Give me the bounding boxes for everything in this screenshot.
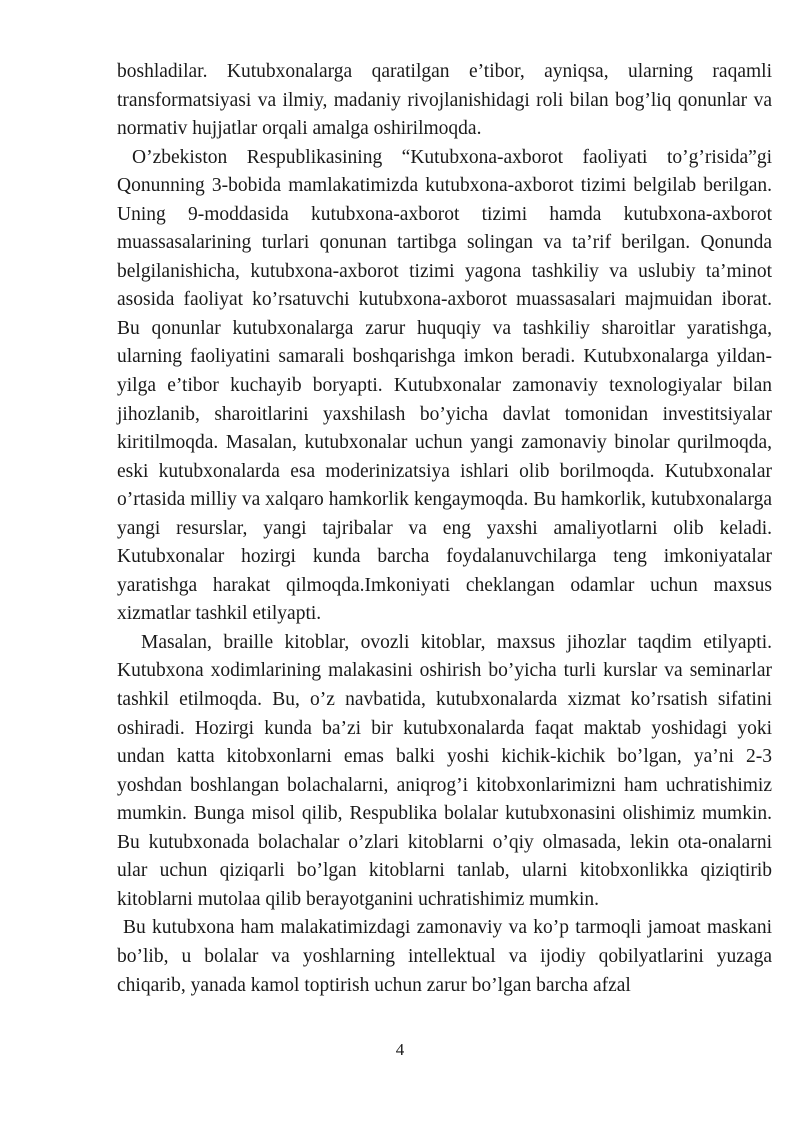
paragraph-continuation: boshladilar. Kutubxonalarga qaratilgan e’tibor, ayniqsa, ularning raqamli transformatsiyasi va ilmiy, madaniy rivojlanishidagi roli bilan bog’liq qonunlar va normativ hujjatlar orqali amalga oshirilmoqda.	[117, 61, 772, 140]
page-number: 4	[395, 1040, 405, 1059]
paragraph-children-library: Bu kutubxona ham malakatimizdagi zamonaviy va ko’p tarmoqli jamoat maskani bo’lib, u bolalar va yoshlarning intellektual va ijodiy qobilyatlarini yuzaga chiqarib, yanada kamol toptirish uchun zarur bo’lgan barcha afzal	[117, 917, 772, 996]
paragraph-examples: Masalan, braille kitoblar, ovozli kitoblar, maxsus jihozlar taqdim etilyapti. Kutubxona xodimlarining malakasini oshirish bo’yicha turli kurslar va seminarlar tashkil etilmoqda. Bu, o’z navbatida, kutubxonalarda xizmat ko’rsatish sifatini oshiradi. Hozirgi kunda ba’zi bir kutubxonalarda faqat maktab yoshidagi yoki undan katta kitobxonlarni emas balki yoshi kichik-kichik bo’lgan, ya’ni 2-3 yoshdan boshlangan bolachalarni, aniqrog’i kitobxonlarimizni ham uchratishimiz mumkin. Bunga misol qilib, Respublika bolalar kutubxonasini olishimiz mumkin. Bu kutubxonada bolachalar o’zlari kitoblarni o’qiy olmasada, lekin ota-onalarni ular uchun qiziqarli bo’lgan kitoblarni tanlab, ularni kitobxonlikka qiziqtirib kitoblarni mutolaa qilib berayotganini uchratishimiz mumkin.	[117, 631, 772, 910]
paragraph-library-law: O’zbekiston Respublikasining “Kutubxona-axborot faoliyati to’g’risida”gi Qonunning 3-bobida mamlakatimizda kutubxona-axborot tizimi belgilab berilgan. Uning 9-moddasida kutubxona-axborot tizimi hamda kutubxona-axborot muassasalarining turlari qonunan tartibga solingan va ta’rif berilgan. Qonunda belgilanishicha, kutubxona-axborot tizimi yagona tashkiliy va uslubiy ta’minot asosida faoliyat ko’rsatuvchi kutubxona-axborot muassasalari majmuidan iborat. Bu qonunlar kutubxonalarga zarur huquqiy va tashkiliy sharoitlar yaratishga, ularning faoliyatini samarali boshqarishga imkon beradi. Kutubxonalarga yildan-yilga e’tibor kuchayib boryapti. Kutubxonalar zamonaviy texnologiyalar bilan jihozlanib, sharoitlarini yaxshilash bo’yicha davlat tomonidan investitsiyalar kiritilmoqda. Masalan, kutubxonalar uchun yangi zamonaviy binolar qurilmoqda, eski kutubxonalarda esa moderinizatsiya ishlari olib borilmoqda. Kutubxonalar o’rtasida milliy va xalqaro hamkorlik kengaymoqda. Bu hamkorlik, kutubxonalarga yangi resurslar, yangi tajribalar va eng yaxshi amaliyotlarni olib keladi. Kutubxonalar hozirgi kunda barcha foydalanuvchilarga teng imkoniyatalar yaratishga harakat qilmoqda.Imkoniyati cheklangan odamlar uchun maxsus xizmatlar tashkil etilyapti.	[117, 146, 772, 625]
document-body	[117, 58, 772, 1000]
